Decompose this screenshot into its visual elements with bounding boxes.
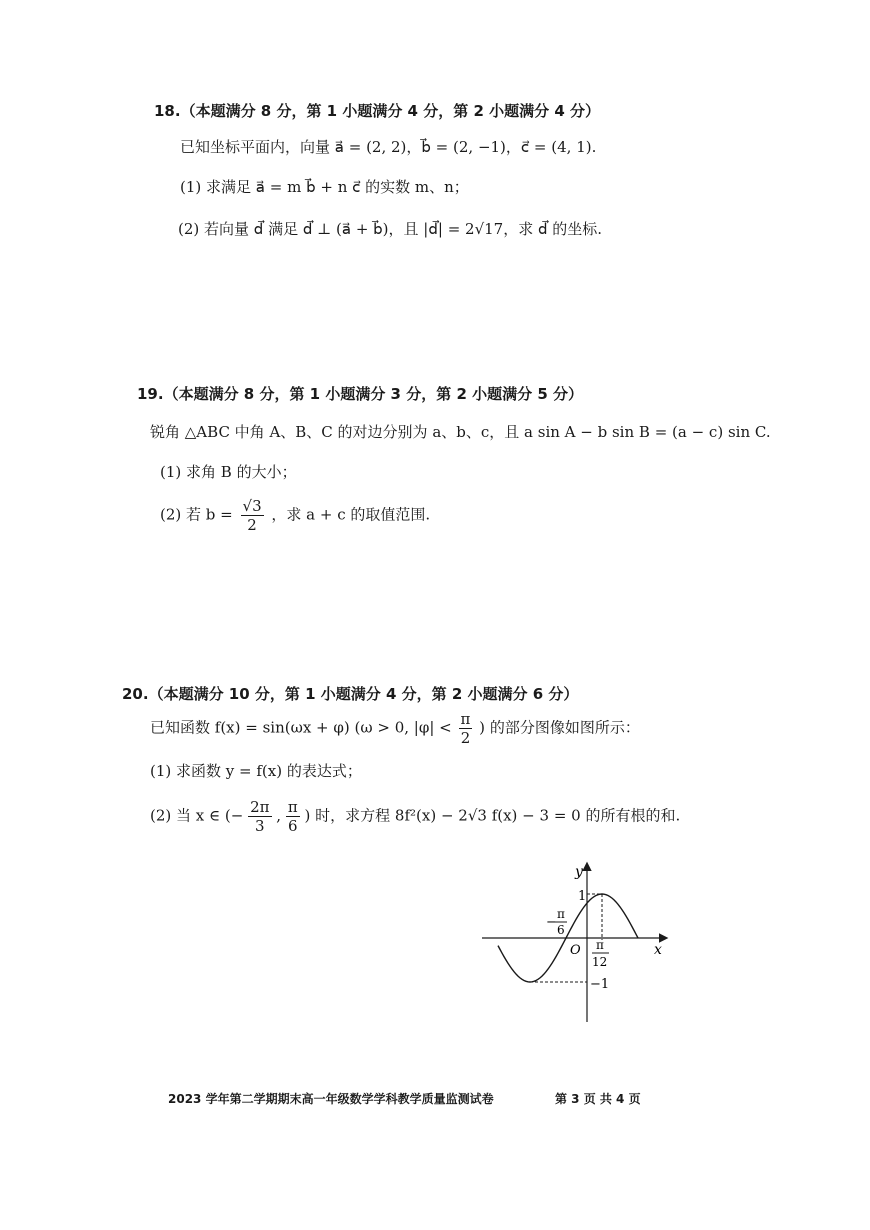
q20-stem-lead: 已知函数 f(x) = sin(ωx + φ) <box>150 718 350 737</box>
q20-stem-cond-open: (ω > 0, |φ| < <box>354 718 452 737</box>
q19-part2 <box>160 497 430 534</box>
q20-interval-num-1: 2π <box>250 798 270 816</box>
q20-header: 20.（本题满分 10 分，第 1 小题满分 4 分，第 2 小题满分 6 分） <box>122 685 579 703</box>
q20-interval-num-2: π <box>287 798 298 816</box>
q20-stem-fraction <box>459 710 473 747</box>
q20-stem <box>150 710 640 747</box>
q20-interval-close: ) <box>304 806 311 825</box>
q20-part2-lead: (2) 当 x ∈ <box>150 806 221 825</box>
q20-part1: (1) 求函数 y = f(x) 的表达式； <box>150 762 362 780</box>
q19-header: 19.（本题满分 8 分，第 1 小题满分 3 分，第 2 小题满分 5 分） <box>137 385 583 403</box>
q20-interval-den-2: 6 <box>288 817 298 835</box>
q20-stem-trail: 的部分图像如图所示： <box>489 718 640 737</box>
q20-interval-fraction-1 <box>248 798 271 835</box>
q20-interval-comma: , <box>276 806 282 825</box>
origin-label: O <box>570 943 581 958</box>
q18-part2: (2) 若向量 d⃗ 满足 d⃗ ⊥ (a⃗ + b⃗)，且 |d⃗| = 2√17，求 d⃗ 的坐标. <box>178 220 603 238</box>
neg-tick-sign: − <box>546 915 557 930</box>
q20-interval-den-1: 3 <box>255 817 265 835</box>
q19-part1: (1) 求角 B 的大小； <box>160 463 297 481</box>
q18-header: 18.（本题满分 8 分，第 1 小题满分 4 分，第 2 小题满分 4 分） <box>154 102 600 120</box>
q19-fraction <box>241 497 264 534</box>
q18-stem: 已知坐标平面内，向量 a⃗ = (2, 2)，b⃗ = (2, −1)，c⃗ = (4, 1). <box>180 138 597 156</box>
q20-interval-open: (− <box>224 806 244 825</box>
y-max-label: 1 <box>578 889 587 904</box>
pos-tick-den: 12 <box>592 955 608 969</box>
q20-interval-fraction-2 <box>286 798 300 835</box>
q19-stem: 锐角 △ABC 中角 A、B、C 的对边分别为 a、b、c，且 a sin A − b sin B = (a − c) sin C. <box>150 423 771 441</box>
neg-tick-den: 6 <box>557 923 565 937</box>
q20-part2-trail: 时，求方程 8f²(x) − 2√3 f(x) − 3 = 0 的所有根的和. <box>315 806 681 825</box>
q18-part1: (1) 求满足 a⃗ = m b⃗ + n c⃗ 的实数 m、n； <box>180 178 469 196</box>
q19-fraction-den: 2 <box>247 516 257 534</box>
page-number-footer: 第 3 页 共 4 页 <box>555 1092 641 1106</box>
q20-stem-fraction-num: π <box>460 710 471 728</box>
x-axis-label: x <box>654 942 662 958</box>
q20-part2 <box>150 798 680 835</box>
y-min-label: −1 <box>590 977 610 992</box>
exam-title-footer: 2023 学年第二学期期末高一年级数学学科教学质量监测试卷 <box>168 1092 494 1106</box>
q19-part2-lead: (2) 若 b = <box>160 505 233 524</box>
q19-part2-trail: ，求 a + c 的取值范围. <box>271 505 431 524</box>
q20-stem-cond-close: ) <box>479 718 486 737</box>
q20-stem-fraction-den: 2 <box>460 729 471 747</box>
y-axis-label: y <box>575 864 583 880</box>
q19-fraction-num: √3 <box>242 497 262 515</box>
pos-tick-num: π <box>596 938 604 952</box>
sine-graph <box>470 850 690 1030</box>
neg-tick-num: π <box>557 907 565 921</box>
